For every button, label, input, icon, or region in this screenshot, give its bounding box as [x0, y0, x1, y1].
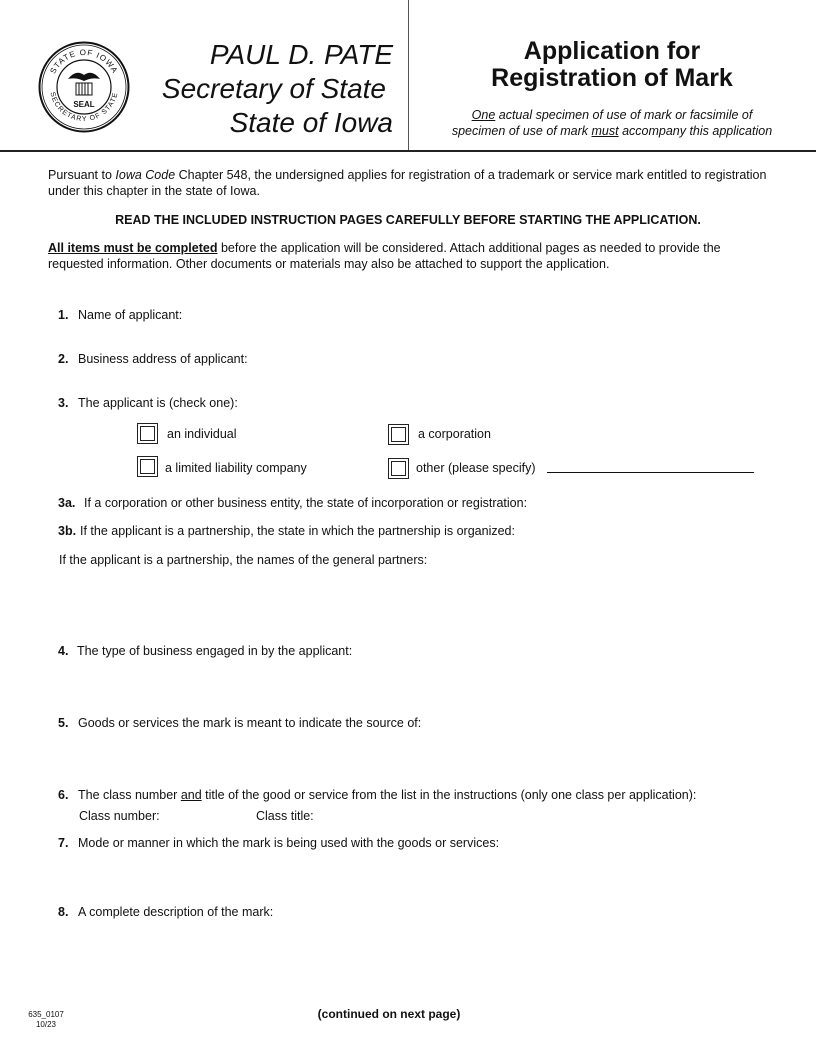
intro-pre: Pursuant to [48, 168, 116, 182]
completion-rest: before the application will be considered. Attach additional pages as needed to provide the requested information. Other documents or materials may also be attached to support the application. [48, 241, 721, 271]
item-number: 6. [58, 788, 69, 802]
item-7-mode-of-use [58, 835, 499, 851]
officer-title: Secretary of State [161, 73, 386, 104]
form-code: 635_0107 [28, 1010, 64, 1019]
item-6-class [58, 787, 696, 803]
officer-state: State of Iowa [229, 107, 393, 138]
header-divider-vertical [408, 0, 409, 150]
item-label: Mode or manner in which the mark is being used with the goods or services: [78, 836, 500, 850]
checkbox-individual[interactable] [137, 423, 158, 444]
item-label: If a corporation or other business entity, the state of incorporation or registration: [84, 496, 528, 510]
seal-text-bottom: SECRETARY OF STATE [48, 91, 120, 124]
item-8-description-of-mark [58, 904, 273, 920]
item-1-name-of-applicant [58, 307, 182, 323]
note-must: must [591, 124, 619, 138]
form-date: 10/23 [35, 1020, 57, 1029]
specimen-note-line1 [424, 107, 800, 123]
item-3a-state-of-incorporation [58, 495, 527, 511]
instruction-warning: READ THE INCLUDED INSTRUCTION PAGES CAREFULLY BEFORE STARTING THE APPLICATION. [115, 213, 701, 227]
item-label-and: and [180, 788, 202, 802]
note-line2-post: accompany this application [618, 124, 773, 138]
item-label: Name of applicant: [78, 308, 183, 322]
item-label: The type of business engaged in by the applicant: [77, 644, 353, 658]
item-label: Goods or services the mark is meant to indicate the source of: [78, 716, 422, 730]
state-seal [38, 41, 130, 133]
officer-name: PAUL D. PATE [209, 39, 393, 70]
continued-note: (continued on next page) [317, 1007, 461, 1021]
label-corporation: a corporation [418, 427, 491, 441]
all-items-required: All items must be completed [48, 241, 218, 255]
item-number: 8. [58, 905, 69, 919]
checkbox-other[interactable] [388, 458, 409, 479]
intro-iowa-code: Iowa Code [115, 168, 176, 182]
label-other: other (please specify) [416, 461, 536, 475]
note-line2-pre: specimen of use of mark [451, 124, 592, 138]
header-divider-horizontal [0, 150, 816, 152]
item-number: 7. [58, 836, 69, 850]
note-line1-rest: actual specimen of use of mark or facsimile of [495, 108, 753, 122]
item-number: 2. [58, 352, 69, 366]
item-label-post: title of the good or service from the list in the instructions (only one class per application): [201, 788, 697, 802]
checkbox-corporation[interactable] [388, 424, 409, 445]
class-number-label: Class number: [79, 809, 160, 823]
item-number: 1. [58, 308, 69, 322]
label-individual: an individual [167, 427, 237, 441]
svg-text:STATE OF IOWA [48, 48, 119, 75]
item-label: Business address of applicant: [78, 352, 248, 366]
specimen-note-line2 [424, 123, 800, 139]
item-number: 5. [58, 716, 69, 730]
item-2-business-address [58, 351, 248, 367]
class-title-label: Class title: [256, 809, 314, 823]
seal-text-top: STATE OF IOWA [48, 47, 120, 76]
item-number: 3a. [58, 496, 76, 510]
label-llc: a limited liability company [165, 461, 307, 475]
partners-names-label: If the applicant is a partnership, the names of the general partners: [59, 553, 428, 567]
intro-post: Chapter 548, the undersigned applies for registration of a trademark or service mark entitled to registration under this chapter in the state of Iowa. [48, 168, 767, 198]
note-one: One [471, 108, 496, 122]
item-number: 3b. [58, 524, 77, 538]
form-title-line2: Registration of Mark [491, 64, 733, 92]
intro-paragraph [48, 167, 768, 199]
item-5-goods-or-services [58, 715, 421, 731]
seal-center-text: SEAL [73, 100, 95, 109]
checkbox-llc[interactable] [137, 456, 158, 477]
item-number: 4. [58, 644, 69, 658]
item-label: If the applicant is a partnership, the state in which the partnership is organized: [80, 524, 515, 538]
item-label: A complete description of the mark: [78, 905, 274, 919]
form-title-line1: Application for [523, 37, 701, 65]
item-3b-partnership-state [58, 523, 515, 539]
other-specify-line[interactable] [547, 472, 754, 473]
item-3-applicant-type [58, 395, 238, 411]
completion-paragraph [48, 240, 768, 272]
item-label: The applicant is (check one): [78, 396, 238, 410]
item-4-type-of-business [58, 643, 352, 659]
item-number: 3. [58, 396, 69, 410]
item-label-pre: The class number [78, 788, 181, 802]
